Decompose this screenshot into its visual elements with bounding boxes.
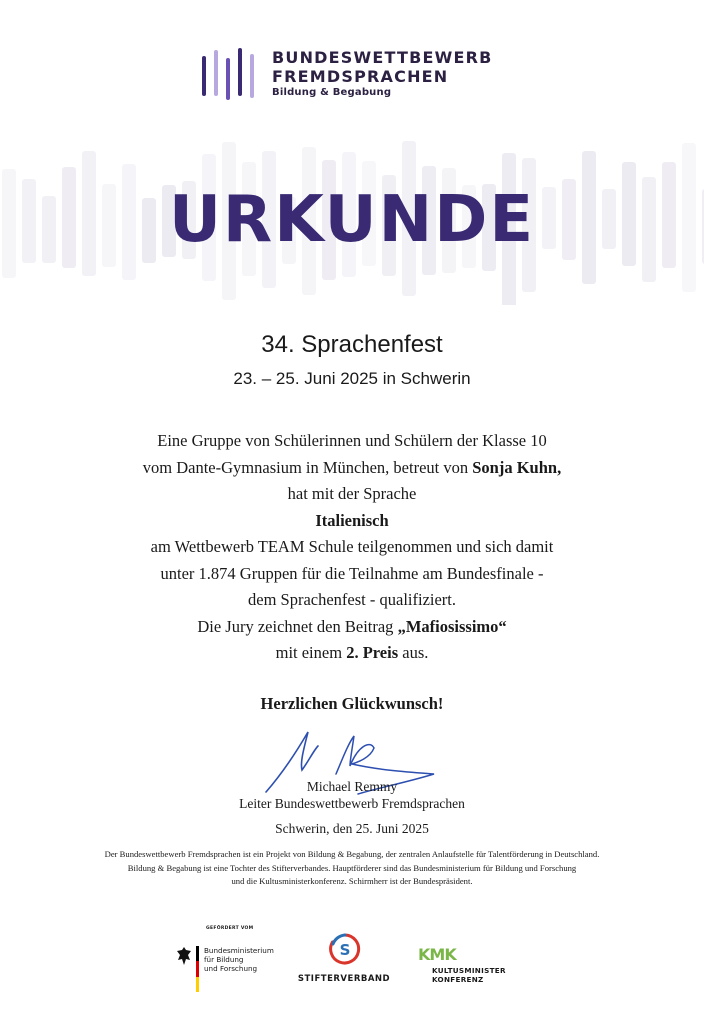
kmk-name — [432, 966, 506, 984]
bmbf-name — [204, 946, 274, 973]
kmk-logo — [416, 946, 526, 992]
event-name: 34. Sprachenfest — [261, 331, 443, 358]
event-dates: 23. – 25. Juni 2025 in Schwerin — [233, 369, 471, 388]
bmbf-line-1: Bundesministerium — [204, 946, 274, 955]
stifterverband-name: STIFTERVERBAND — [297, 974, 391, 984]
body-line-8 — [0, 614, 704, 641]
logo-line-2: FREMDSPRACHEN — [272, 67, 449, 86]
entry-title: „Mafiosissimo“ — [397, 616, 507, 636]
body-line-2 — [0, 455, 704, 482]
prize-name: 2. Preis — [346, 643, 399, 662]
certificate-body — [0, 428, 704, 667]
body-line-9 — [0, 640, 704, 667]
footnote-line-2: Bildung & Begabung ist eine Tochter des Stifterverbandes. Hauptförderer sind das Bundesministerium für Bildung und Forschung — [127, 862, 577, 873]
bmbf-logo — [170, 926, 290, 996]
logo-line-1: BUNDESWETTBEWERB — [272, 48, 493, 67]
eagle-icon — [176, 946, 192, 966]
footnote-line-1: Der Bundeswettbewerb Fremdsprachen ist ein Projekt von Bildung & Begabung, der zentralen Anlaufstelle für Talentförderung in Deutschland. — [104, 849, 600, 859]
language-name: Italienisch — [315, 510, 389, 530]
footnote-line-3: und die Kultusministerkonferenz. Schirmherr ist der Bundespräsident. — [231, 876, 473, 886]
signer-block — [0, 778, 704, 812]
signer-name: Michael Remmy — [306, 779, 398, 794]
logo-line-3: Bildung & Begabung — [272, 87, 392, 98]
signer-role: Leiter Bundeswettbewerb Fremdsprachen — [239, 796, 465, 811]
purple-bars-icon — [200, 48, 262, 100]
kmk-line-1: KULTUSMINISTER — [432, 966, 506, 975]
prize-prefix: mit einem — [275, 643, 347, 662]
svg-text:S: S — [339, 941, 351, 959]
prize-suffix: aus. — [398, 643, 429, 662]
german-flag-icon — [196, 946, 199, 992]
bmbf-line-3: und Forschung — [204, 964, 258, 973]
bmbf-funded-label: GEFÖRDERT VOM — [206, 926, 254, 931]
footnote — [40, 848, 664, 889]
kmk-mark-icon — [418, 946, 464, 962]
congratulations: Herzlichen Glückwunsch! — [260, 694, 444, 713]
stifterverband-logo — [294, 930, 394, 990]
body-line-3: hat mit der Sprache — [287, 484, 417, 503]
jury-text: Die Jury zeichnet den Beitrag — [197, 616, 398, 636]
kmk-line-2: KONFERENZ — [432, 975, 484, 984]
body-line-6: unter 1.874 Gruppen für die Teilnahme am Bundesfinale - — [160, 563, 544, 583]
bmbf-line-2: für Bildung — [204, 955, 244, 964]
bwf-logo — [200, 44, 520, 104]
svg-text:KMK: KMK — [418, 946, 456, 962]
logo-wordmark — [272, 48, 493, 100]
supervisor-name: Sonja Kuhn, — [472, 457, 562, 477]
school-text: vom Dante-Gymnasium in München, betreut von — [142, 457, 473, 477]
place-date: Schwerin, den 25. Juni 2025 — [275, 821, 429, 836]
body-line-1: Eine Gruppe von Schülerinnen und Schülern der Klasse 10 — [157, 431, 547, 450]
body-line-5: am Wettbewerb TEAM Schule teilgenommen und sich damit — [150, 537, 554, 556]
body-line-7: dem Sprachenfest - qualifiziert. — [248, 590, 456, 609]
stifterverband-s-icon — [328, 932, 362, 966]
certificate-title: URKUNDE — [168, 183, 536, 257]
